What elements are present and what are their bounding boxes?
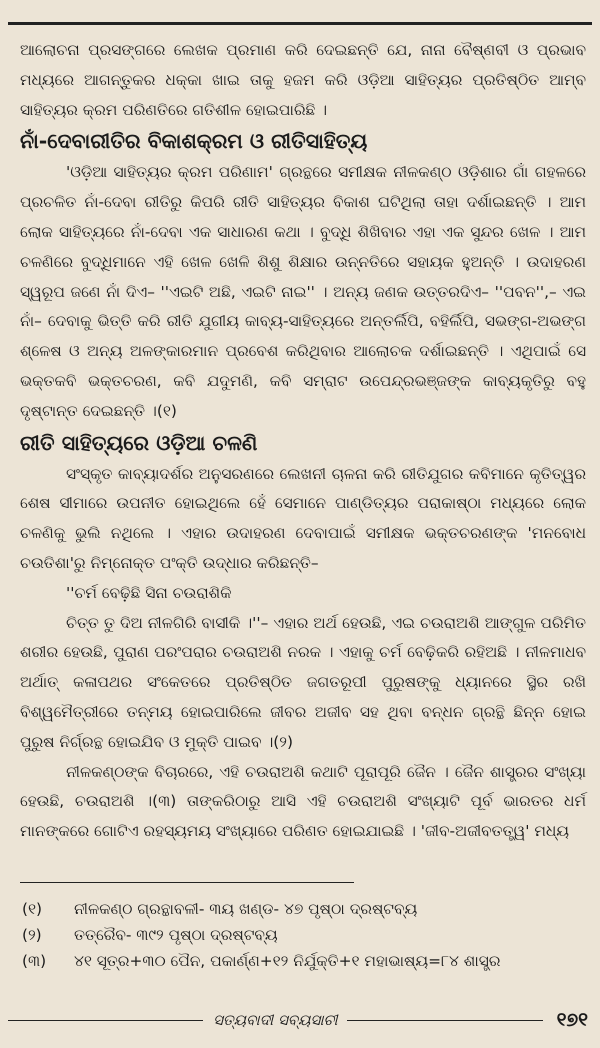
footnote xyxy=(22,948,586,974)
footnote-rule xyxy=(20,882,354,883)
footnote-text: ୪୧ ସୂତ୍ର+୩୦ ପୈନ, ପକାର୍ଣ୍ଣ+୧୨ ନିର୍ଯୁକ୍ତି+୧ ମହାଭାଷ୍ୟ=୮୪ ଶାସ୍ତ୍ର xyxy=(74,952,501,970)
section-heading-1: ନାଁ-ଦେବାରୀତିର ବିକାଶକ୍ରମ ଓ ରୀତିସାହିତ୍ୟ xyxy=(20,129,368,154)
page-footer xyxy=(8,1005,592,1035)
paragraph-3: ସଂସ୍କୃତ କାବ୍ୟାଦର୍ଶର ଅନୁସରଣରେ ଲେଖନୀ ଚାଳନା କରି ରୀତିଯୁଗର କବିମାନେ କୃତିତ୍ୱର ଶେଷ ସୀମାରେ ଉପନୀତ ହୋଇଥିଲେ ହେଁ ସେମାନେ ପାଣ୍ଡିତ୍ୟର ପରାକାଷ୍ଠା ମଧ୍ୟରେ ଲୋକ ଚଳଣିକୁ ଭୁଲି ନଥିଲେ । ଏହାର ଉଦାହରଣ ଦେବାପାଇଁ ସମୀକ୍ଷକ ଭକ୍ତଚରଣଙ୍କ 'ମନବୋଧ ଚଉତିଶା'ରୁ ନିମ୍ନୋକ୍ତ ପଂକ୍ତି ଉଦ୍ଧାର କରିଛନ୍ତି– xyxy=(20,464,586,572)
footer-rule-left xyxy=(8,1020,203,1021)
paragraph-1: ଆଲୋଚନା ପ୍ରସଙ୍ଗରେ ଲେଖକ ପ୍ରମାଣ କରି ଦେଇଛନ୍ତି ଯେ, ନାନା ବୈଷ୍ଣବୀ ଓ ପ୍ରଭାବ ମଧ୍ୟରେ ଆଗନ୍ତୁକର ଧକ୍କା ଖାଇ ତାକୁ ହଜମ କରି ଓଡ଼ିଆ ସାହିତ୍ୟର ପ୍ରତିଷ୍ଠିତ ଆମ୍ବ ସାହିତ୍ୟର କ୍ରମ ପରିଣତିରେ ଗତିଶୀଳ ହୋଇପାରିଛି । xyxy=(20,41,586,119)
footnote-number: (୨) xyxy=(22,926,42,944)
footnote-number: (୧) xyxy=(22,900,43,918)
paragraph-4: ନୀଳକଣ୍ଠଙ୍କ ବିଚାରରେ, ଏହି ଚଉରାଅଶି କଥାଟି ପୂରାପୂରି ଜୈନ । ଜୈନ ଶାସ୍ତ୍ରର ସଂଖ୍ୟା ହେଉଛି, ଚଉରାଅଶି ।(୩) ତାଙ୍କରିଠାରୁ ଆସି ଏହି ଚଉରାଅଶି ସଂଖ୍ୟାଟି ପୂର୍ବ ଭାରତର ଧର୍ମ ମାନଙ୍କରେ ଗୋଟିଏ ରହସ୍ୟମୟ ସଂଖ୍ୟାରେ ପରିଣତ ହୋଇଯାଇଛି । 'ଜୀବ-ଅଜୀବତତ୍ତ୍ୱ' ମଧ୍ୟ xyxy=(20,762,586,841)
footnote-number: (୩) xyxy=(22,952,47,970)
section-heading-2: ରୀତି ସାହିତ୍ୟରେ ଓଡ଼ିଆ ଚଳଣି xyxy=(20,430,258,455)
footer-rule-right xyxy=(347,1020,542,1021)
running-title: ସତ୍ୟବାଦୀ ସବ୍ୟସାଚୀ xyxy=(213,1011,338,1029)
quote-line-1: ''ଚର୍ମ ବେଢ଼ିଛି ସିନା ଚଉରାଶିକି xyxy=(66,583,232,602)
page-number: ୧୭୧ xyxy=(556,1009,589,1031)
footnotes xyxy=(22,896,586,974)
footnote xyxy=(22,896,586,922)
footnote-text: ତତ୍ରୈବ- ୩୯୨ ପୃଷ୍ଠା ଦ୍ରଷ୍ଟବ୍ୟ xyxy=(74,926,278,944)
paragraph-2: 'ଓଡ଼ିଆ ସାହିତ୍ୟର କ୍ରମ ପରିଣାମ' ଗ୍ରନ୍ଥରେ ସମୀକ୍ଷକ ନୀଳକଣ୍ଠ ଓଡ଼ିଶାର ଗାଁ ଗହଳରେ ପ୍ରଚଳିତ ନାଁ-ଦେବା ରୀତିରୁ କିପରି ରୀତି ସାହିତ୍ୟର ବିକାଶ ଘଟିଥିଲା ତାହା ଦର୍ଶାଇଛନ୍ତି । ଆମ ଲୋକ ସାହିତ୍ୟରେ ନାଁ-ଦେବା ଏକ ସାଧାରଣ କଥା । ବୁଦ୍ଧି ଶିଖିବାର ଏହା ଏକ ସୁନ୍ଦର ଖେଳ । ଆମ ଚଳଣିରେ ବୁଦ୍ଧିମାନେ ଏହି ଖେଳ ଖେଳି ଶିଶୁ ଶିକ୍ଷାର ଉନ୍ନତିରେ ସହାୟକ ହୁଅନ୍ତି । ଉଦାହରଣ ସ୍ୱରୂପ ଜଣେ ନାଁ ଦିଏ– ''ଏଇଟି ଅଛି, ଏଇଟି ନାଇ'' । ଅନ୍ୟ ଜଣକ ଉତ୍ତରଦିଏ– ''ପବନ'',– ଏଇ ନାଁ– ଦେବାକୁ ଭିତ୍ତି କରି ରୀତି ଯୁଗୀୟ କାବ୍ୟ-ସାହିତ୍ୟରେ ଅନ୍ତର୍ଲିପି, ବହିର୍ଲିପି, ସଭଙ୍ଗ-ଅଭଙ୍ଗ ଶ୍ଳେଷ ଓ ଅନ୍ୟ ଅଳଙ୍କାରମାନ ପ୍ରବେଶ କରିଥିବାର ଆଲୋଚକ ଦର୍ଶାଇଛନ୍ତି । ଏଥିପାଇଁ ସେ ଭକ୍ତକବି ଭକ୍ତଚରଣ, କବି ଯଦୁମଣି, କବି ସମ୍ରାଟ ଉପେନ୍ଦ୍ରଭଞ୍ଜଙ୍କ କାବ୍ୟକୃତିରୁ ବହୁ ଦୃଷ୍ଟାନ୍ତ ଦେଇଛନ୍ତି ।(୧) xyxy=(20,163,586,420)
footnote-text: ନୀଳକଣ୍ଠ ଗ୍ରନ୍ଥାବଳୀ- ୩ୟ ଖଣ୍ଡ- ୪୭ ପୃଷ୍ଠା ଦ୍ରଷ୍ଟବ୍ୟ xyxy=(74,900,418,918)
quote-line-2: ଚିତ୍ତ ତୁ ଦିଅ ନୀଳଗିରି ବାସୀକି ।''– ଏହାର ଅର୍ଥ ହେଉଛି, ଏଇ ଚଉରାଅଶି ଆଙ୍ଗୁଳ ପରିମିତ ଶରୀର ହେଉଛି, ପୁରାଣ ପରଂପରାର ଚଉରାଅଶି ନରକ । ଏହାକୁ ଚର୍ମ ବେଢ଼ିକରି ରହିଅଛି । ନୀଳମାଧବ ଅର୍ଥାତ୍ କଳାପଥର ସଂକେତରେ ପ୍ରତିଷ୍ଠିତ ଜଗତରୂପୀ ପୁରୁଷଙ୍କୁ ଧ୍ୟାନରେ ସ୍ଥିର ରଖି ବିଶ୍ୱମୈତ୍ରୀରେ ତନ୍ମୟ ହୋଇପାରିଲେ ଜୀବର ଅଜୀବ ସହ ଥିବା ବନ୍ଧନ ଗ୍ରନ୍ଥି ଛିନ୍ନ ହୋଇ ପୁରୁଷ ନିର୍ଗ୍ରନ୍ଥ ହୋଇଯିବ ଓ ମୁକ୍ତି ପାଇବ ।(୨) xyxy=(20,613,586,751)
page-body xyxy=(20,36,586,847)
top-rule xyxy=(8,22,592,25)
footnote xyxy=(22,922,586,948)
